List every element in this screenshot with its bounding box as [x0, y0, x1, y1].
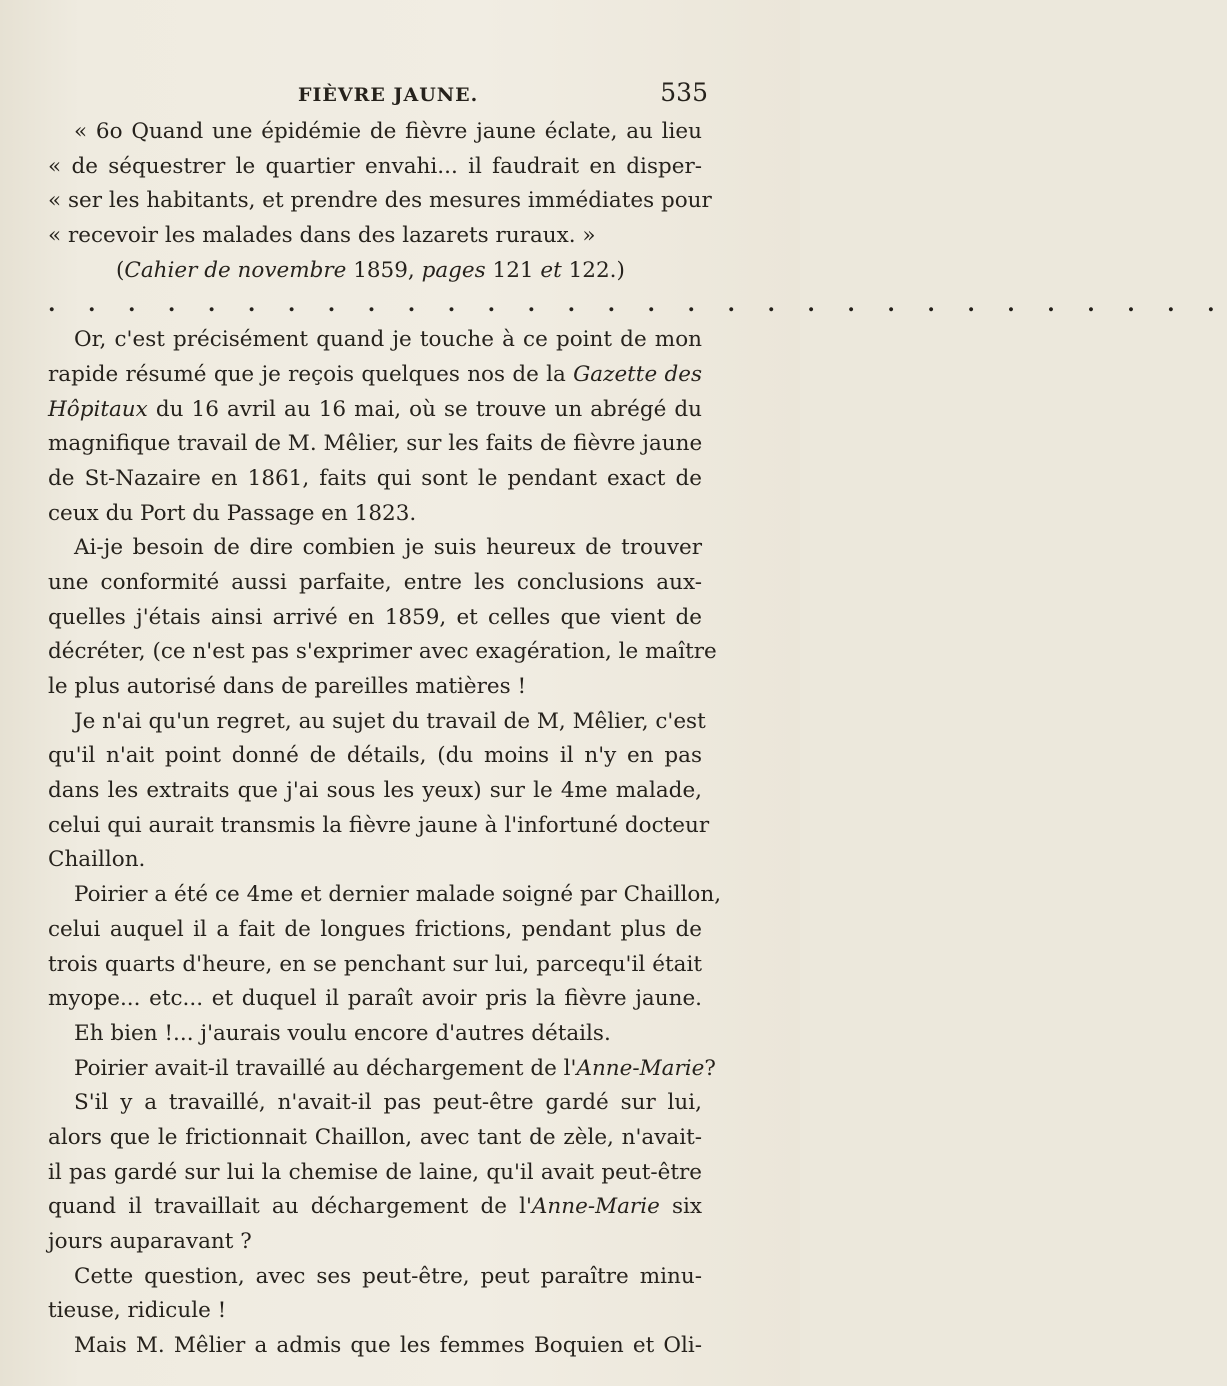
page-header — [48, 78, 708, 114]
paragraph-line: le plus autorisé dans de pareilles matières ! — [48, 674, 527, 699]
paragraph-line: Ai-je besoin de dire combien je suis heureux de trouver — [74, 535, 702, 561]
paragraph-line: Poirier a été ce 4me et dernier malade soigné par Chaillon, — [74, 882, 722, 908]
quote-line: « recevoir les malades dans des lazarets ruraux. » — [48, 223, 596, 249]
paragraph-line: décréter, (ce n'est pas s'exprimer avec exagération, le maître — [48, 639, 717, 665]
paragraph-line: qu'il n'ait point donné de détails, (du moins il n'y en pas — [48, 743, 702, 769]
paragraph-line: tieuse, ridicule ! — [48, 1298, 227, 1324]
paragraph-line: S'il y a travaillé, n'avait-il pas peut-être gardé sur lui, — [74, 1090, 702, 1116]
paragraph-line: magnifique travail de M. Mêlier, sur les faits de fièvre jaune — [48, 431, 703, 457]
page-number: 535 — [660, 78, 708, 107]
paragraph-line: Or, c'est précisément quand je touche à ce point de mon — [74, 327, 702, 353]
paragraph-line: celui qui aurait transmis la fièvre jaune à l'infortuné docteur — [48, 812, 710, 838]
paragraph-line: Poirier avait-il travaillé au déchargement de l'Anne-Marie? — [74, 1055, 716, 1081]
ellipsis-separator: . . . . . . . . . . . . . . . . . . . . . . . . . . . . . . — [48, 292, 1227, 318]
paragraph-line: alors que le frictionnait Chaillon, avec tant de zèle, n'avait- — [48, 1124, 702, 1150]
running-title: FIÈVRE JAUNE. — [298, 84, 479, 106]
paragraph-line: une conformité aussi parfaite, entre les conclusions aux- — [48, 569, 702, 595]
paragraph-line: dans les extraits que j'ai sous les yeux) sur le 4me malade, — [48, 778, 702, 804]
paragraph-line: celui auquel il a fait de longues frictions, pendant plus de — [48, 916, 702, 942]
paragraph-line: ceux du Port du Passage en 1823. — [48, 500, 417, 526]
paragraph-line: jours auparavant ? — [48, 1229, 252, 1254]
paragraph-line: Je n'ai qu'un regret, au sujet du travail de M, Mêlier, c'est — [74, 708, 706, 734]
paragraph-line: Eh bien !... j'aurais voulu encore d'autres détails. — [74, 1020, 611, 1046]
paragraph-line: Hôpitaux du 16 avril au 16 mai, où se trouve un abrégé du — [48, 396, 702, 422]
quote-line: « de séquestrer le quartier envahi... il faudrait en disper- — [48, 153, 702, 179]
paragraph-line: il pas gardé sur lui la chemise de laine, qu'il avait peut-être — [48, 1159, 702, 1185]
paragraph-line: quand il travaillait au déchargement de l'Anne-Marie six — [48, 1194, 703, 1220]
paragraph-line: quelles j'étais ainsi arrivé en 1859, et celles que vient de — [48, 604, 702, 630]
paragraph-line: myope... etc... et duquel il paraît avoir pris la fièvre jaune. — [48, 986, 702, 1012]
body-text — [48, 115, 1227, 1364]
paragraph-line: Mais M. Mêlier a admis que les femmes Boquien et Oli- — [74, 1333, 702, 1359]
citation: (Cahier de novembre 1859, pages 121 et 122.) — [116, 257, 625, 283]
paragraph-line: Chaillon. — [48, 847, 146, 873]
paragraph-line: trois quarts d'heure, en se penchant sur lui, parcequ'il était — [48, 951, 702, 977]
paragraph-line: rapide résumé que je reçois quelques nos de la Gazette des — [48, 361, 702, 387]
quote-line: « 6o Quand une épidémie de fièvre jaune éclate, au lieu — [74, 119, 702, 144]
paragraph-line: de St-Nazaire en 1861, faits qui sont le pendant exact de — [48, 465, 702, 491]
quote-line: « ser les habitants, et prendre des mesures immédiates pour — [48, 188, 712, 214]
paragraph-line: Cette question, avec ses peut-être, peut paraître minu- — [74, 1263, 702, 1289]
